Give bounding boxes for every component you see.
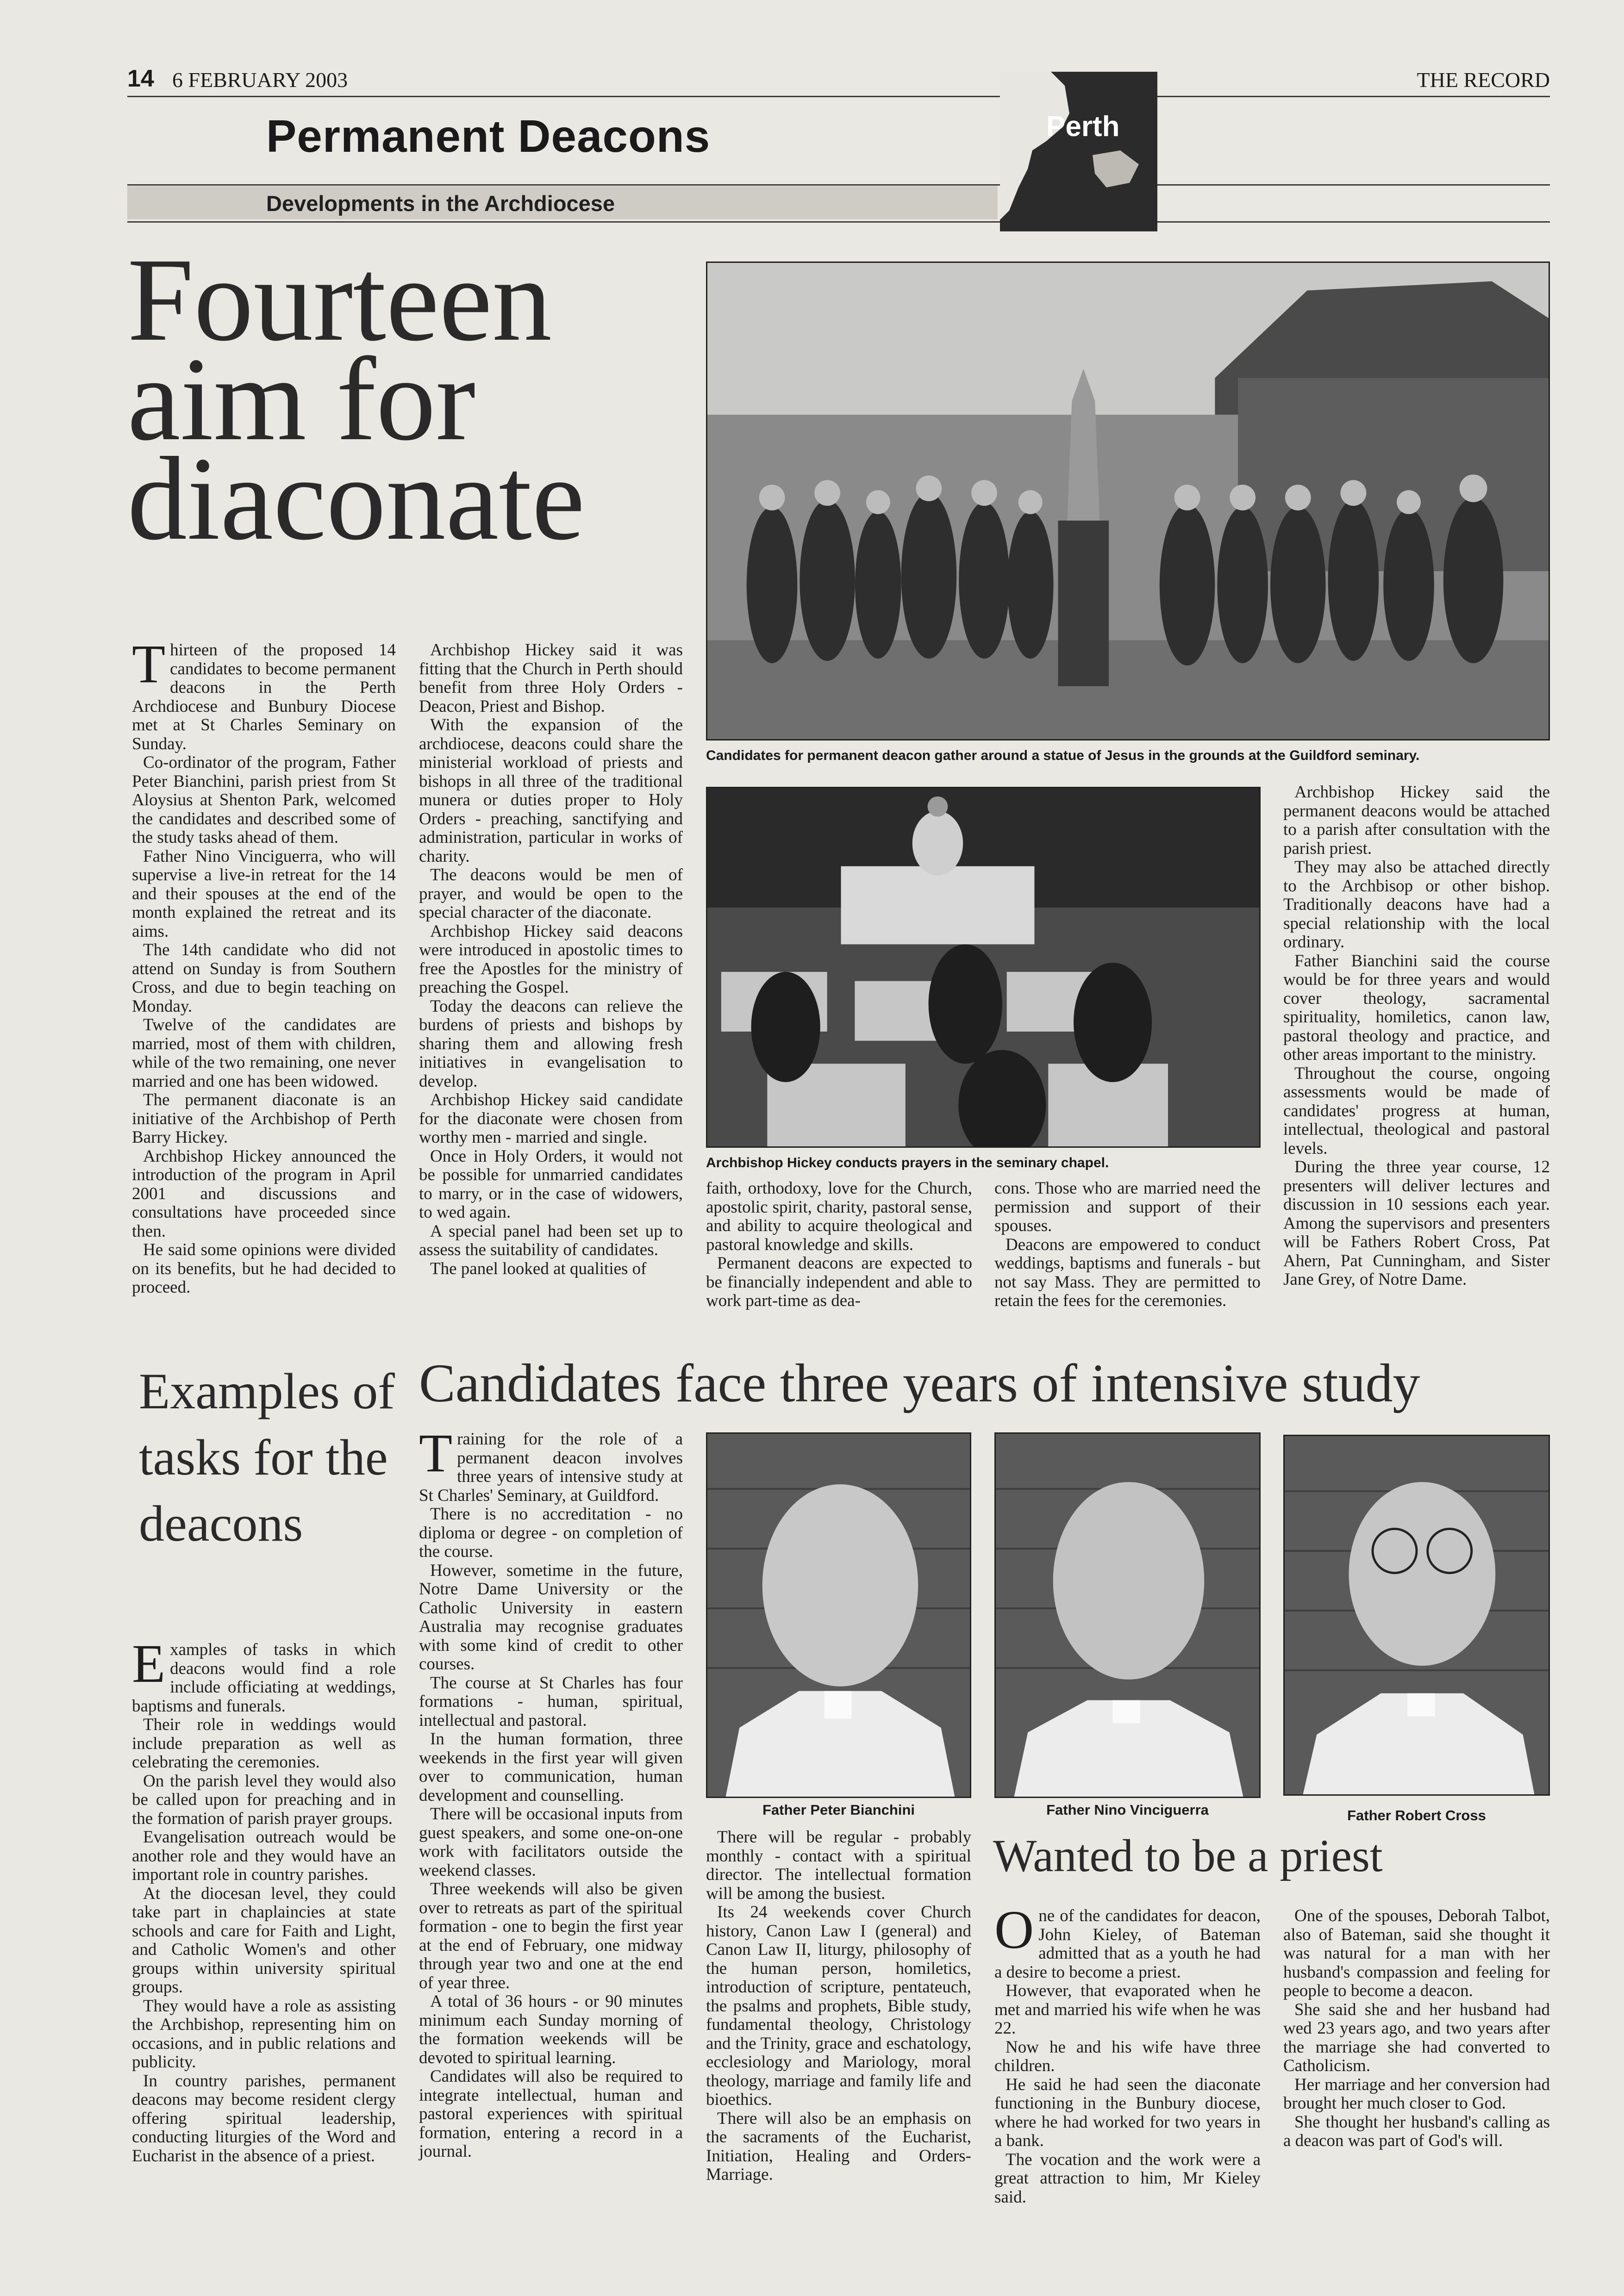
lead-col2-para-9: The panel looked at qualities of bbox=[430, 1259, 647, 1278]
lead-col2-para-4: Archbishop Hickey said deacons were introduced in apostolic times to free the Apostles for the ministry of preaching the Gospel. bbox=[419, 921, 683, 997]
lead-col5-para-4: Throughout the course, ongoing assessments would be made of candidates' progress at human, intellectual, theological and pastoral levels. bbox=[1283, 1064, 1550, 1158]
lead-headline: Fourteen aim for diaconate bbox=[127, 233, 585, 565]
section-subtitle: Developments in the Archdiocese bbox=[266, 191, 615, 216]
lead-col2-para-1: Archbishop Hickey said it was fitting that the Church in Perth should benefit from three Holy Orders - Deacon, Priest and Bishop. bbox=[419, 641, 683, 716]
section-title: Permanent Deacons bbox=[266, 111, 711, 162]
issue-date: 6 FEBRUARY 2003 bbox=[172, 68, 348, 92]
dropcap: E bbox=[132, 1633, 166, 1694]
priest-column-2 bbox=[1283, 1907, 1550, 2151]
priest-col2-para-3: Her marriage and her conversion had brought her much closer to God. bbox=[1283, 2075, 1550, 2113]
priest-headline: Wanted to be a priest bbox=[993, 1830, 1383, 1881]
lead-col2-para-5: Today the deacons can relieve the burdens of priests and bishops by sharing them and allowing fresh initiatives in evangelisation to develop. bbox=[419, 996, 683, 1091]
study-col1-para-2: There is no accreditation - no diploma or degree - on completion of the course. bbox=[419, 1505, 683, 1561]
portrait-bianchini bbox=[706, 1432, 971, 1798]
examples-para-4: Evangelisation outreach would be another role and they would have an important role in country parishes. bbox=[132, 1828, 396, 1884]
lead-col5-para-5: During the three year course, 12 presenters will deliver lectures and discussion in 10 sessions each year. Among the supervisors and presenters will be Fathers Robert Cross, Pat Ahern, Pat Cunningham, and Sister Jane Grey, of Notre Dame. bbox=[1283, 1157, 1550, 1289]
lead-col1-para-1: hirteen of the proposed 14 candidates to become permanent deacons in the Perth Archdiocese and Bunbury Diocese met at St Charles Seminary on Sunday. bbox=[132, 641, 396, 753]
study-col1-para-4: The course at St Charles has four formations - human, spiritual, intellectual and pastoral. bbox=[419, 1673, 683, 1730]
priest-column-1 bbox=[994, 1899, 1261, 2207]
dropcap: O bbox=[994, 1899, 1034, 1960]
priest-col1-para-1: ne of the candidates for deacon, John Kieley, of Bateman admitted that as a youth he had a desire to become a priest. bbox=[994, 1906, 1261, 1982]
examples-para-7: In country parishes, permanent deacons may become resident clergy offering spiritual leadership, conducting liturgies of the Word and Eucharist in the absence of a priest. bbox=[132, 2071, 396, 2165]
lead-column-4 bbox=[994, 1179, 1261, 1311]
priest-col1-para-3: Now he and his wife have three children. bbox=[994, 2037, 1261, 2075]
section-rule bbox=[127, 184, 1550, 186]
subtitle-rule bbox=[127, 221, 1550, 223]
lead-col4-para-1: cons. Those who are married need the permission and support of their spouses. bbox=[994, 1179, 1261, 1235]
lead-column-1 bbox=[132, 634, 396, 1297]
portrait-vinciguerra bbox=[994, 1432, 1261, 1798]
lead-col1-para-3: Father Nino Vinciguerra, who will supervise a live-in retreat for the 14 and their spouses at the end of the month explained the retreat and its aims. bbox=[132, 846, 396, 941]
examples-para-6: They would have a role as assisting the Archbishop, representing him on occasions, and in public relations and publicity. bbox=[132, 1996, 396, 2072]
lead-col4-para-2: Deacons are empowered to conduct weddings, baptisms and funerals - but not say Mass. They are permitted to retain the fees for the ceremonies. bbox=[994, 1235, 1261, 1310]
dropcap: T bbox=[419, 1423, 453, 1483]
lead-col3-para-2: Permanent deacons are expected to be financially independent and able to work part-time as dea- bbox=[706, 1254, 972, 1310]
lead-col5-para-3: Father Bianchini said the course would be for three years and would cover theology, sacramental spirituality, homiletics, canon law, pastoral theology and practice, and other areas important to the ministry. bbox=[1283, 951, 1550, 1064]
examples-para-3: On the parish level they would also be called upon for preaching and in the formation of parish prayer groups. bbox=[132, 1771, 396, 1828]
lead-col2-para-2: With the expansion of the archdiocese, deacons could share the ministerial workload of priests and bishops in all three of the traditional munera or duties proper to Holy Orders - preaching, sanctifying and administration, particular in works of charity. bbox=[419, 716, 683, 866]
lead-col5-para-1: Archbishop Hickey said the permanent deacons would be attached to a parish after consultation with the parish priest. bbox=[1283, 783, 1550, 858]
lead-col1-para-5: Twelve of the candidates are married, most of them with children, while of the two remaining, one never married and one has been widowed. bbox=[132, 1015, 396, 1091]
lead-col3-para-1: faith, orthodoxy, love for the Church, apostolic spirit, charity, pastoral sense, and ability to acquire theological and pastoral knowledge and skills. bbox=[706, 1179, 972, 1254]
examples-body bbox=[132, 1633, 396, 2165]
portrait-cross bbox=[1283, 1435, 1550, 1796]
group-photo bbox=[706, 261, 1550, 740]
lead-col1-para-2: Co-ordinator of the program, Father Peter Bianchini, parish priest from St Aloysius at Shenton Park, welcomed the candidates and described some of the study tasks ahead of them. bbox=[132, 753, 396, 847]
lead-column-5 bbox=[1283, 783, 1550, 1289]
examples-para-2: Their role in weddings would include preparation as well as celebrating the ceremonies. bbox=[132, 1715, 396, 1772]
lead-col5-para-2: They may also be attached directly to the Archbisop or other bishop. Traditionally deacons have had a special relationship with the local ordinary. bbox=[1283, 858, 1550, 952]
priest-col2-para-4: She thought her husband's calling as a deacon was part of God's will. bbox=[1283, 2112, 1550, 2150]
study-col1-para-8: A total of 36 hours - or 90 minutes minimum each Sunday morning of the formation weekends will be devoted to spiritual learning. bbox=[419, 1992, 683, 2067]
study-col2-para-1: There will be regular - probably monthly - contact with a spiritual director. The intellectual formation will be among the busiest. bbox=[706, 1828, 971, 1903]
study-column-1 bbox=[419, 1423, 683, 2161]
examples-para-5: At the diocesan level, they could take part in chaplaincies at state schools and care for Faith and Light, and Catholic Women's and other groups within university spiritual groups. bbox=[132, 1884, 396, 1997]
study-col1-para-6: There will be occasional inputs from guest speakers, and some one-on-one work with facilitators outside the weekend classes. bbox=[419, 1804, 683, 1880]
page-number: 14 bbox=[127, 65, 154, 92]
study-headline: Candidates face three years of intensive study bbox=[419, 1353, 1420, 1413]
study-col1-para-9: Candidates will also be required to integrate intellectual, human and pastoral experiences with spiritual formation, entering a record in a journal. bbox=[419, 2067, 683, 2161]
wa-map-graphic bbox=[1000, 72, 1157, 231]
study-col2-para-2: Its 24 weekends cover Church history, Canon Law I (general) and Canon Law II, liturgy, philosophy of the human person, homiletics, introduction of scripture, pentateuch, the psalms and prophets, Bible study, fundamental theology, Christology and the Trinity, grace and eschatology, ecclesiology and Mariology, moral theology, marriage and family life and bioethics. bbox=[706, 1903, 971, 2109]
lead-col1-para-8: He said some opinions were divided on its benefits, but he had decided to proceed. bbox=[132, 1240, 396, 1297]
lead-col2-para-7: Once in Holy Orders, it would not be possible for unmarried candidates to marry, or in the case of widowers, to wed again. bbox=[419, 1146, 683, 1222]
priest-col2-para-2: She said she and her husband had wed 23 years ago, and two years after the marriage she had converted to Catholicism. bbox=[1283, 2000, 1550, 2075]
publication-name: THE RECORD bbox=[1417, 68, 1550, 92]
lead-col1-para-4: The 14th candidate who did not attend on Sunday is from Southern Cross, and due to begin teaching on Monday. bbox=[132, 940, 396, 1016]
chapel-photo-caption: Archbishop Hickey conducts prayers in the seminary chapel. bbox=[706, 1155, 1109, 1170]
priest-col1-para-5: The vocation and the work were a great attraction to him, Mr Kieley said. bbox=[994, 2150, 1261, 2207]
examples-para-1: xamples of tasks in which deacons would find a role include officiating at weddings, baptisms and funerals. bbox=[132, 1640, 396, 1716]
priest-col2-para-1: One of the spouses, Deborah Talbot, also of Bateman, said she thought it was natural for a man with her husband's compassion and feeling for people to become a deacon. bbox=[1283, 1906, 1550, 2000]
portrait-caption-cross: Father Robert Cross bbox=[1347, 1807, 1486, 1823]
dropcap: T bbox=[132, 634, 166, 694]
map-label-perth: Perth bbox=[1046, 111, 1120, 143]
lead-column-3 bbox=[706, 1179, 972, 1311]
lead-col2-para-6: Archbishop Hickey said candidate for the diaconate were chosen from worthy men - married and single. bbox=[419, 1090, 683, 1147]
lead-col1-para-7: Archbishop Hickey announced the introduction of the program in April 2001 and discussions and consultations have proceeded since then. bbox=[132, 1146, 396, 1241]
study-col1-para-3: However, sometime in the future, Notre Dame University or the Catholic University in eastern Australia may recognise graduates with some kind of credit to other courses. bbox=[419, 1561, 683, 1674]
group-photo-caption: Candidates for permanent deacon gather around a statue of Jesus in the grounds at the Guildford seminary. bbox=[706, 748, 1420, 763]
lead-col2-para-3: The deacons would be men of prayer, and would be open to the special character of the diaconate. bbox=[419, 865, 683, 922]
study-column-2 bbox=[706, 1828, 971, 2184]
priest-col1-para-2: However, that evaporated when he met and married his wife when he was 22. bbox=[994, 1981, 1261, 2038]
masthead-rule bbox=[127, 96, 1550, 97]
study-col1-para-5: In the human formation, three weekends in the first year will given over to communication, human development and counselling. bbox=[419, 1730, 683, 1805]
study-col1-para-1: raining for the role of a permanent deacon involves three years of intensive study at St Charles' Seminary, at Guildford. bbox=[419, 1430, 683, 1505]
examples-headline: Examples of tasks for the deacons bbox=[139, 1363, 395, 1552]
lead-col2-para-8: A special panel had been set up to assess the suitability of candidates. bbox=[419, 1221, 683, 1259]
portrait-caption-bianchini: Father Peter Bianchini bbox=[762, 1802, 915, 1818]
portrait-caption-vinciguerra: Father Nino Vinciguerra bbox=[1046, 1802, 1209, 1818]
lead-column-2 bbox=[419, 641, 683, 1278]
lead-col1-para-6: The permanent diaconate is an initiative of the Archbishop of Perth Barry Hickey. bbox=[132, 1090, 396, 1147]
study-col1-para-7: Three weekends will also be given over to retreats as part of the spiritual formation - one to begin the first year at the end of February, one midway through year two and one at the end of year three. bbox=[419, 1879, 683, 1992]
chapel-photo bbox=[706, 787, 1261, 1148]
study-col2-para-3: There will also be an emphasis on the sacraments of the Eucharist, Initiation, Healing and Orders-Marriage. bbox=[706, 2109, 971, 2184]
priest-col1-para-4: He said he had seen the diaconate functioning in the Bunbury diocese, where he had worked for two years in a bank. bbox=[994, 2075, 1261, 2150]
